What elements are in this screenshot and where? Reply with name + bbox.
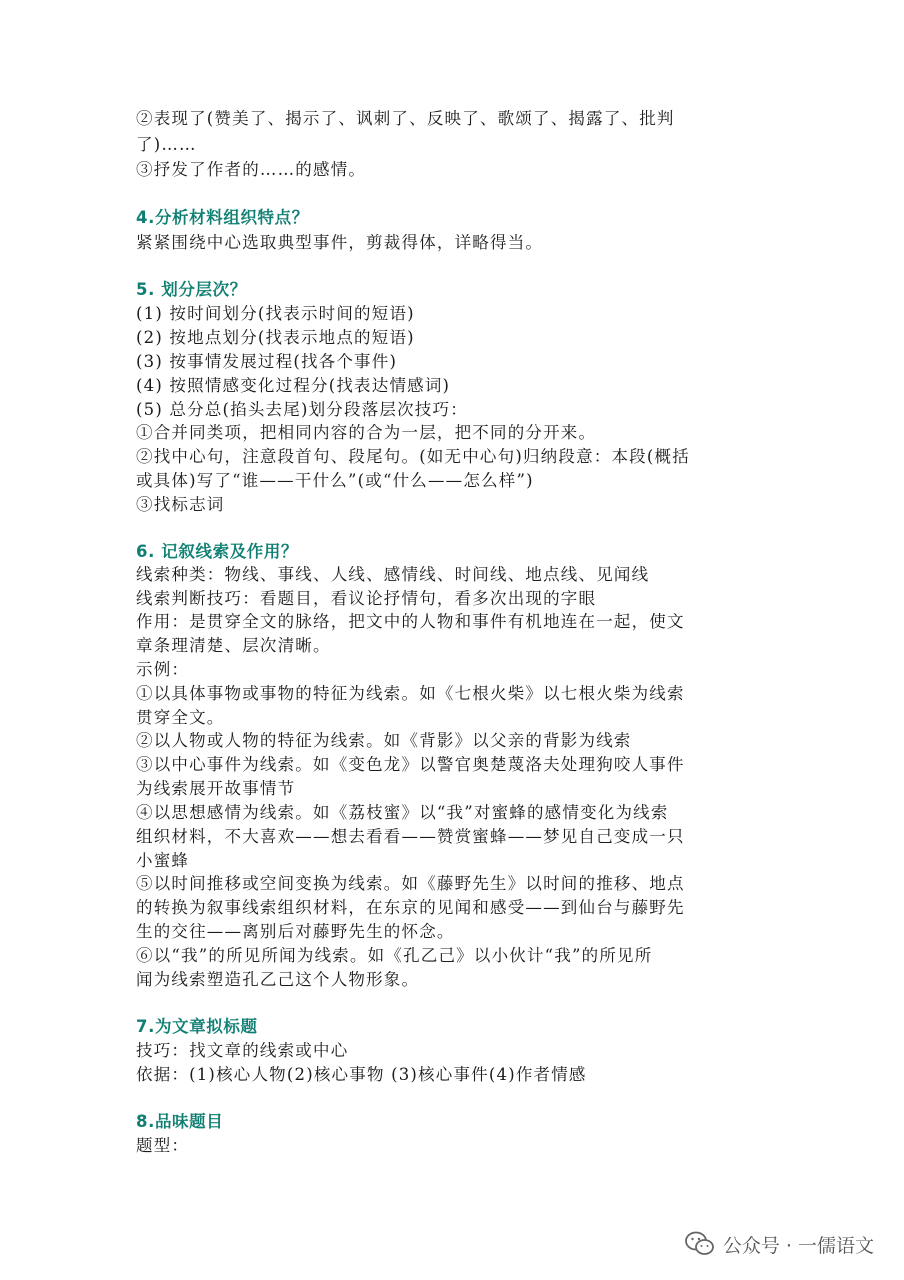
text-line: ⑥以“我”的所见所闻为线索。如《孔乙己》以小伙计“我”的所见所 [136, 946, 653, 965]
section-heading: 5. 划分层次？ [136, 280, 247, 299]
text-line: ④以思想感情为线索。如《荔枝蜜》以“我”对蜜蜂的感情变化为线索 [136, 803, 669, 822]
text-line: ③找标志词 [136, 495, 225, 514]
text-line: 技巧：找文章的线索或中心 [136, 1041, 349, 1060]
text-line: 依据：(1)核心人物(2)核心事物 (3)核心事件(4)作者情感 [136, 1065, 587, 1084]
text-line: ②以人物或人物的特征为线索。如《背影》以父亲的背影为线索 [136, 731, 632, 750]
text-line: (4) 按照情感变化过程分(找表达情感词) [136, 376, 451, 395]
text-line: 题型： [136, 1136, 190, 1155]
text-line: 示例： [136, 660, 190, 679]
watermark [685, 1228, 874, 1260]
section-heading: 7.为文章拟标题 [136, 1017, 258, 1036]
text-line: 组织材料，不大喜欢——想去看看——赞赏蜜蜂——梦见自己变成一只 [136, 827, 685, 846]
text-line: 小蜜蜂 [136, 851, 190, 870]
text-line: ③以中心事件为线索。如《变色龙》以警官奥楚蔑洛夫处理狗咬人事件 [136, 755, 685, 774]
text-line: ②表现了(赞美了、揭示了、讽刺了、反映了、歌颂了、揭露了、批判 [136, 109, 675, 128]
text-line: (5) 总分总(掐头去尾)划分段落层次技巧： [136, 400, 468, 419]
section-heading: 8.品味题目 [136, 1112, 224, 1131]
text-line: ①以具体事物或事物的特征为线索。如《七根火柴》以七根火柴为线索 [136, 684, 685, 703]
text-line: 闻为线索塑造孔乙己这个人物形象。 [136, 970, 420, 989]
text-line: 或具体)写了“谁——干什么”(或“什么——怎么样”) [136, 471, 534, 490]
text-line: ①合并同类项，把相同内容的合为一层，把不同的分开来。 [136, 423, 597, 442]
text-line: (2) 按地点划分(找表示地点的短语) [136, 328, 415, 347]
section-heading: 4.分析材料组织特点？ [136, 208, 309, 227]
text-line: 贯穿全文。 [136, 708, 225, 727]
wechat-icon [685, 1231, 715, 1257]
text-line: 了)…… [136, 135, 197, 154]
text-line: 生的交往——离别后对藤野先生的怀念。 [136, 922, 455, 941]
text-line: ③抒发了作者的……的感情。 [136, 160, 367, 179]
text-line: 为线索展开故事情节 [136, 779, 296, 798]
text-line: ⑤以时间推移或空间变换为线索。如《藤野先生》以时间的推移、地点 [136, 874, 685, 893]
watermark-text: 公众号 · 一儒语文 [722, 1234, 874, 1257]
text-line: (3) 按事情发展过程(找各个事件) [136, 352, 398, 371]
text-line: 线索种类：物线、事线、人线、感情线、时间线、地点线、见闻线 [136, 565, 650, 584]
section-heading: 6. 记叙线索及作用？ [136, 542, 299, 561]
text-line: ②找中心句，注意段首句、段尾句。(如无中心句)归纳段意：本段(概括 [136, 447, 690, 466]
text-line: 紧紧围绕中心选取典型事件，剪裁得体，详略得当。 [136, 233, 544, 252]
text-line: 的转换为叙事线索组织材料，在东京的见闻和感受——到仙台与藤野先 [136, 898, 685, 917]
text-line: 作用：是贯穿全文的脉络，把文中的人物和事件有机地连在一起，使文 [136, 612, 685, 631]
text-line: 章条理清楚、层次清晰。 [136, 636, 331, 655]
text-line: (1) 按时间划分(找表示时间的短语) [136, 304, 415, 323]
text-line: 线索判断技巧：看题目，看议论抒情句，看多次出现的字眼 [136, 589, 597, 608]
